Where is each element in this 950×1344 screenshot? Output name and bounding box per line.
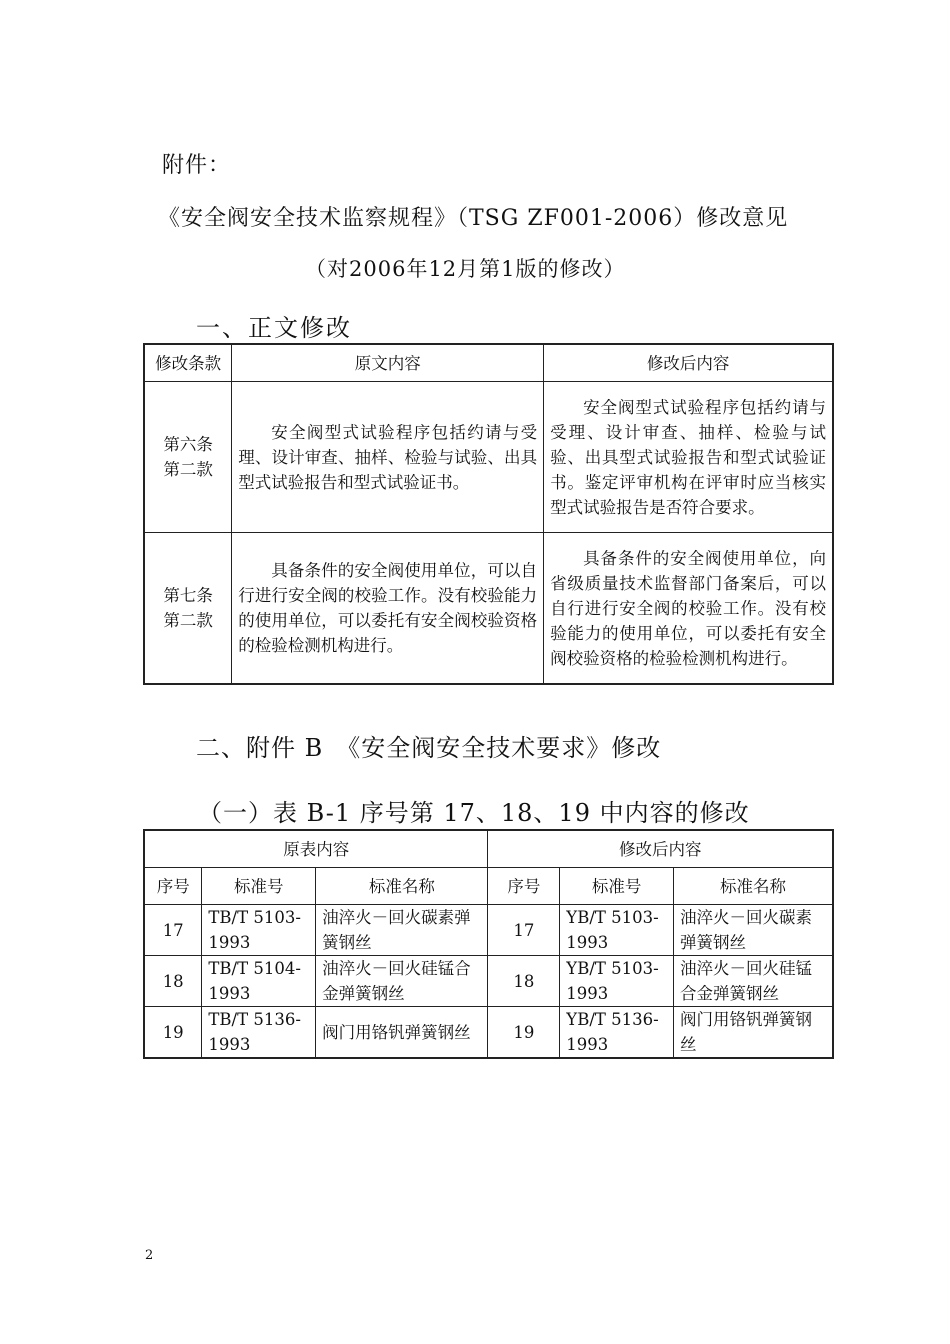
row-new-name: 油淬火－回火硅锰合金弹簧钢丝 (674, 956, 833, 1007)
row-new-std: YB/T 5136-1993 (560, 1007, 674, 1059)
group-original: 原表内容 (144, 830, 488, 868)
header-original: 原文内容 (232, 344, 544, 382)
table-header-row (144, 344, 833, 382)
row-name: 油淬火－回火硅锰合金弹簧钢丝 (316, 956, 488, 1007)
modified-cell (544, 382, 833, 533)
table-row (144, 905, 833, 956)
document-title: 《安全阀安全技术监察规程》（TSG ZF001-2006）修改意见 (158, 206, 789, 231)
table-row (144, 956, 833, 1007)
table-row (144, 382, 833, 533)
attachment-label: 附件： (162, 153, 232, 178)
row-std: TB/T 5103-1993 (202, 905, 316, 956)
clause-line: 第六条 (163, 435, 213, 454)
row-name: 阀门用铬钒弹簧钢丝 (316, 1007, 488, 1059)
row-name: 油淬火－回火碳素弹簧钢丝 (316, 905, 488, 956)
clause-cell (144, 533, 232, 685)
clause-line: 第二款 (163, 460, 213, 479)
col-std: 标准号 (202, 868, 316, 905)
row-std: TB/T 5104-1993 (202, 956, 316, 1007)
row-new-no: 18 (488, 956, 560, 1007)
row-new-name: 阀门用铬钒弹簧钢丝 (674, 1007, 833, 1059)
document-subtitle: （对2006年12月第1版的修改） (305, 257, 626, 281)
col-no: 序号 (144, 868, 202, 905)
clause-line: 第七条 (163, 586, 213, 605)
modified-text: 安全阀型式试验程序包括约请与受理、设计审查、抽样、检验与试验、出具型式试验报告和型式试验证书。鉴定评审机构在评审时应当核实型式试验报告是否符合要求。 (550, 397, 826, 517)
original-text: 安全阀型式试验程序包括约请与受理、设计审查、抽样、检验与试验、出具型式试验报告和型式试验证书。 (238, 422, 538, 492)
row-new-no: 19 (488, 1007, 560, 1059)
row-new-std: YB/T 5103-1993 (560, 905, 674, 956)
original-cell (232, 533, 544, 685)
row-new-name: 油淬火－回火碳素弹簧钢丝 (674, 905, 833, 956)
col-name: 标准名称 (316, 868, 488, 905)
row-no: 19 (144, 1007, 202, 1059)
header-clause: 修改条款 (144, 344, 232, 382)
table-row (144, 1007, 833, 1059)
original-text: 具备条件的安全阀使用单位，可以自行进行安全阀的校验工作。没有校验能力的使用单位，可以委托有安全阀校验资格的检验检测机构进行。 (238, 561, 538, 655)
row-std: TB/T 5136-1993 (202, 1007, 316, 1059)
section2-heading: 二、附件 B 《安全阀安全技术要求》修改 (196, 734, 662, 762)
group-modified: 修改后内容 (488, 830, 833, 868)
clause-cell (144, 382, 232, 533)
section1-heading: 一、正文修改 (196, 314, 352, 342)
header-modified: 修改后内容 (544, 344, 833, 382)
row-new-std: YB/T 5103-1993 (560, 956, 674, 1007)
standards-table (143, 829, 834, 1059)
text-revision-table (143, 343, 834, 685)
col-new-std: 标准号 (560, 868, 674, 905)
col-new-no: 序号 (488, 868, 560, 905)
modified-text: 具备条件的安全阀使用单位，向省级质量技术监督部门备案后，可以自行进行安全阀的校验工作。没有校验能力的使用单位，可以委托有安全阀校验资格的检验检测机构进行。 (550, 548, 826, 668)
original-cell (232, 382, 544, 533)
row-new-no: 17 (488, 905, 560, 956)
clause-line: 第二款 (163, 611, 213, 630)
group-header-row (144, 830, 833, 868)
row-no: 17 (144, 905, 202, 956)
column-header-row (144, 868, 833, 905)
modified-cell (544, 533, 833, 685)
table-row (144, 533, 833, 685)
page-number: 2 (145, 1248, 154, 1263)
col-new-name: 标准名称 (674, 868, 833, 905)
section2-subheading: （一）表 B-1 序号第 17、18、19 中内容的修改 (198, 799, 750, 827)
row-no: 18 (144, 956, 202, 1007)
